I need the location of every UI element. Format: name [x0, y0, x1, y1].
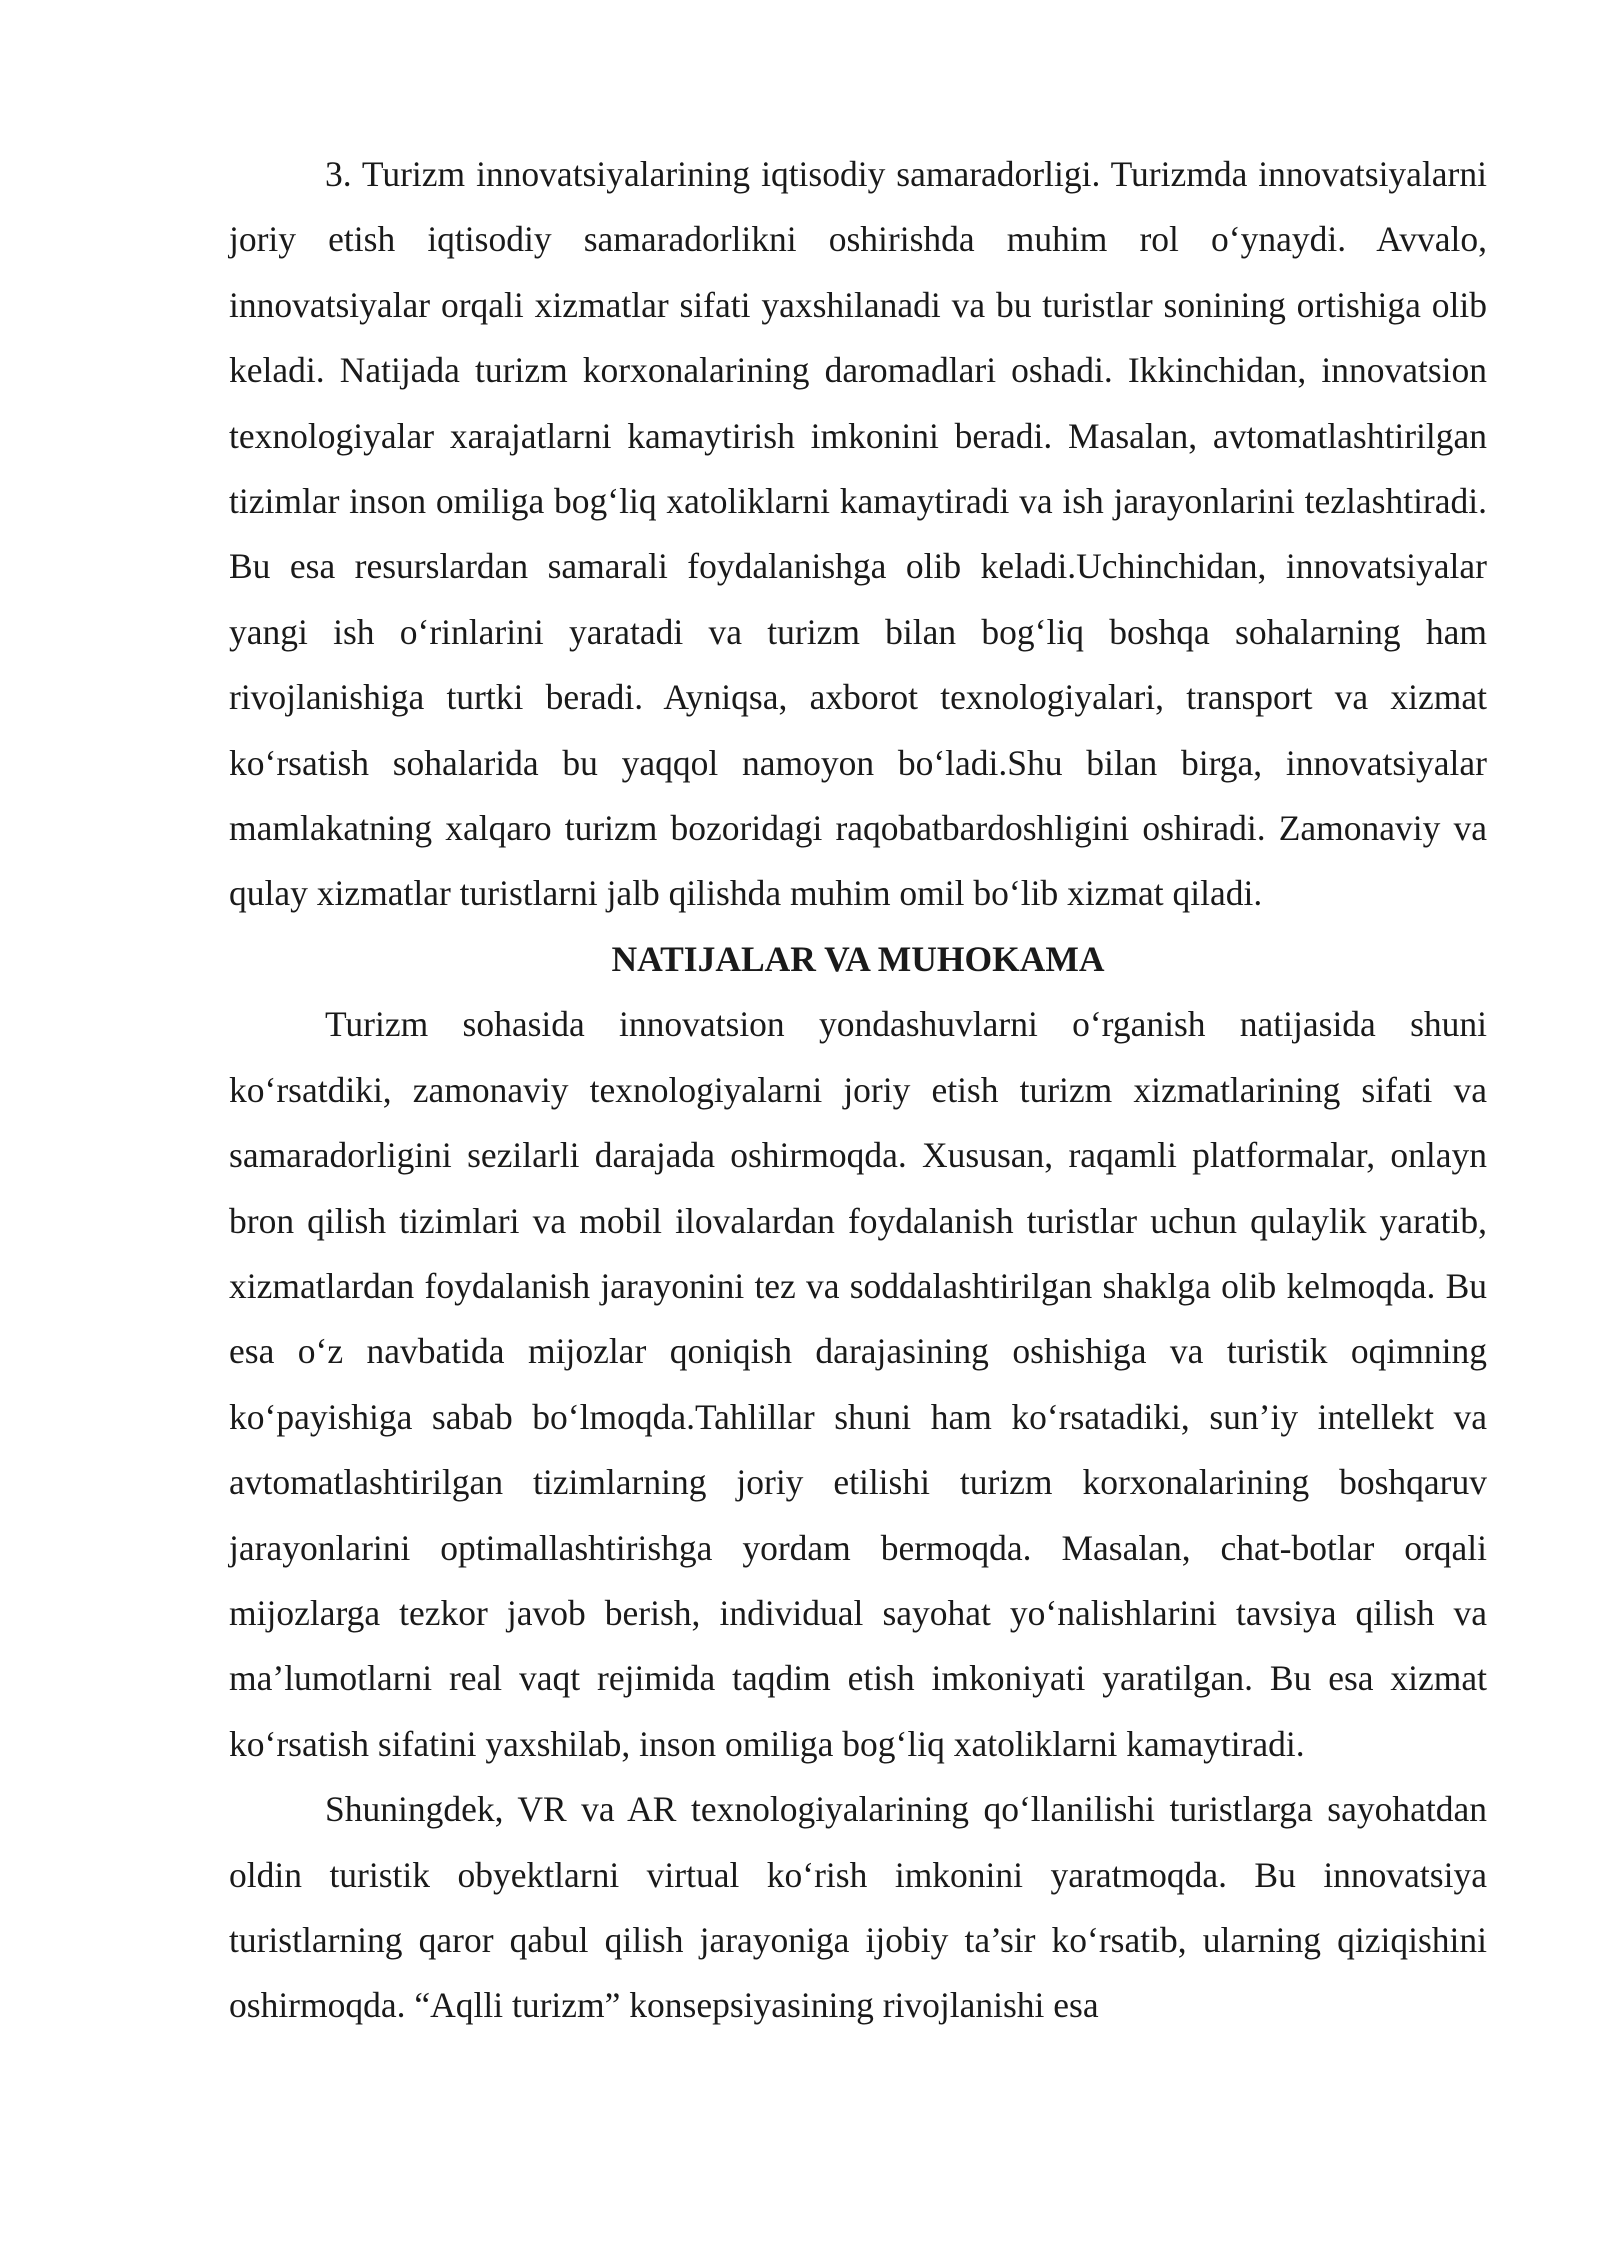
document-page: [229, 142, 1487, 2039]
paragraph-results-1: Turizm sohasida innovatsion yondashuvlarni o‘rganish natijasida shuni ko‘rsatdiki, zamonaviy texnologiyalarni joriy etish turizm xizmatlarining sifati va samaradorligini sezilarli darajada oshirmoqda. Xususan, raqamli platformalar, onlayn bron qilish tizimlari va mobil ilovalardan foydalanish turistlar uchun qulaylik yaratib, xizmatlardan foydalanish jarayonini tez va soddalashtirilgan shaklga olib kelmoqda. Bu esa o‘z navbatida mijozlar qoniqish darajasining oshishiga va turistik oqimning ko‘payishiga sabab bo‘lmoqda.Tahlillar shuni ham ko‘rsatadiki, sun’iy intellekt va avtomatlashtirilgan tizimlarning joriy etilishi turizm korxonalarining boshqaruv jarayonlarini optimallashtirishga yordam bermoqda. Masalan, chat-botlar orqali mijozlarga tezkor javob berish, individual sayohat yo‘nalishlarini tavsiya qilish va ma’lumotlarni real vaqt rejimida taqdim etish imkoniyati yaratilgan. Bu esa xizmat ko‘rsatish sifatini yaxshilab, inson omiliga bog‘liq xatoliklarni kamaytiradi.: [229, 1004, 1487, 1764]
paragraph-economic-efficiency: 3. Turizm innovatsiyalarining iqtisodiy samaradorligi. Turizmda innovatsiyalarni joriy etish iqtisodiy samaradorlikni oshirishda muhim rol o‘ynaydi. Avvalo, innovatsiyalar orqali xizmatlar sifati yaxshilanadi va bu turistlar sonining ortishiga olib keladi. Natijada turizm korxonalarining daromadlari oshadi. Ikkinchidan, innovatsion texnologiyalar xarajatlarni kamaytirish imkonini beradi. Masalan, avtomatlashtirilgan tizimlar inson omiliga bog‘liq xatoliklarni kamaytiradi va ish jarayonlarini tezlashtiradi. Bu esa resurslardan samarali foydalanishga olib keladi.Uchinchidan, innovatsiyalar yangi ish o‘rinlarini yaratadi va turizm bilan bog‘liq boshqa sohalarning ham rivojlanishiga turtki beradi. Ayniqsa, axborot texnologiyalari, transport va xizmat ko‘rsatish sohalarida bu yaqqol namoyon bo‘ladi.Shu bilan birga, innovatsiyalar mamlakatning xalqaro turizm bozoridagi raqobatbardoshligini oshiradi. Zamonaviy va qulay xizmatlar turistlarni jalb qilishda muhim omil bo‘lib xizmat qiladi.: [229, 154, 1487, 914]
paragraph-results-2: Shuningdek, VR va AR texnologiyalarining qo‘llanilishi turistlarga sayohatdan oldin turistik obyektlarni virtual ko‘rish imkonini yaratmoqda. Bu innovatsiya turistlarning qaror qabul qilish jarayoniga ijobiy ta’sir ko‘rsatib, ularning qiziqishini oshirmoqda. “Aqlli turizm” konsepsiyasining rivojlanishi esa: [229, 1789, 1487, 2026]
section-heading: NATIJALAR VA MUHOKAMA: [611, 938, 1105, 979]
